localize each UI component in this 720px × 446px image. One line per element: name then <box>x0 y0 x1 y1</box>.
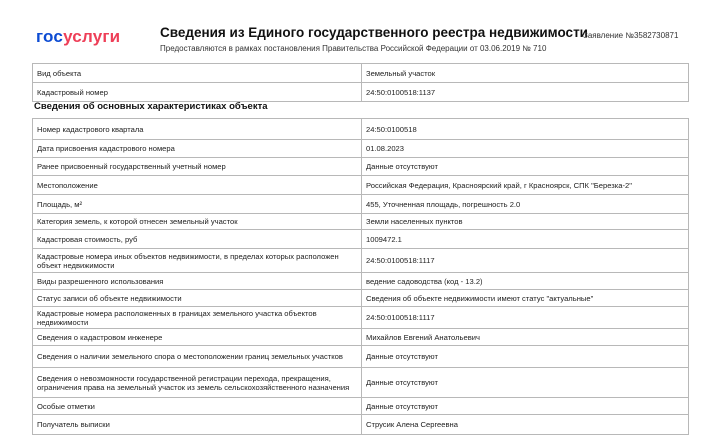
table-row <box>33 119 689 140</box>
row-label: Сведения о кадастровом инженере <box>33 329 362 346</box>
object-summary-table <box>32 63 689 102</box>
document-header <box>0 0 720 64</box>
row-label: Дата присвоения кадастрового номера <box>33 140 362 158</box>
row-value: 24:50:0100518 <box>362 119 689 140</box>
table-row <box>33 195 689 214</box>
logo-part-gos: гос <box>36 27 64 46</box>
row-label: Кадастровый номер <box>33 83 362 102</box>
gosuslugi-logo <box>36 27 120 47</box>
row-value: 455, Уточненная площадь, погрешность 2.0 <box>362 195 689 214</box>
logo-part-uslugi: услуги <box>63 27 121 46</box>
row-value: Данные отсутствуют <box>362 398 689 415</box>
table-row <box>33 64 689 83</box>
table-row <box>33 230 689 249</box>
row-value: Российская Федерация, Красноярский край, г Красноярск, СПК "Березка-2" <box>362 176 689 195</box>
row-value: Земли населенных пунктов <box>362 214 689 230</box>
table-row <box>33 307 689 329</box>
row-value: 24:50:0100518:1117 <box>362 249 689 273</box>
table-row <box>33 368 689 398</box>
row-label: Кадастровые номера иных объектов недвижимости, в пределах которых расположен объект недвижимости <box>33 249 362 273</box>
row-label: Сведения о невозможности государственной регистрации перехода, прекращения, ограничения права на земельный участок из земель сельскохозяйственного назначения <box>33 368 362 398</box>
statement-number: Заявление №3582730871 <box>583 31 679 40</box>
row-value: Струсик Алена Сергеевна <box>362 415 689 435</box>
table-row <box>33 158 689 176</box>
row-label: Кадастровые номера расположенных в границах земельного участка объектов недвижимости <box>33 307 362 329</box>
document-title: Сведения из Единого государственного реестра недвижимости <box>160 25 588 40</box>
row-value: Данные отсутствуют <box>362 368 689 398</box>
table-row <box>33 83 689 102</box>
table-row <box>33 140 689 158</box>
table-row <box>33 214 689 230</box>
row-value: Данные отсутствуют <box>362 346 689 368</box>
row-value: Михайлов Евгений Анатольевич <box>362 329 689 346</box>
document-subtitle: Предоставляются в рамках постановления Правительства Российской Федерации от 03.06.2019 № 710 <box>160 44 547 53</box>
row-value: 1009472.1 <box>362 230 689 249</box>
row-label: Категория земель, к которой отнесен земельный участок <box>33 214 362 230</box>
row-label: Ранее присвоенный государственный учетный номер <box>33 158 362 176</box>
row-label: Сведения о наличии земельного спора о местоположении границ земельных участков <box>33 346 362 368</box>
row-label: Вид объекта <box>33 64 362 83</box>
table-row <box>33 273 689 290</box>
row-value: 24:50:0100518:1137 <box>362 83 689 102</box>
row-label: Особые отметки <box>33 398 362 415</box>
row-label: Номер кадастрового квартала <box>33 119 362 140</box>
row-label: Местоположение <box>33 176 362 195</box>
table-row <box>33 329 689 346</box>
section-title: Сведения об основных характеристиках объекта <box>34 101 268 112</box>
row-label: Кадастровая стоимость, руб <box>33 230 362 249</box>
row-value: Данные отсутствуют <box>362 158 689 176</box>
row-value: 01.08.2023 <box>362 140 689 158</box>
row-label: Получатель выписки <box>33 415 362 435</box>
table-row <box>33 176 689 195</box>
characteristics-table <box>32 118 689 435</box>
row-label: Статус записи об объекте недвижимости <box>33 290 362 307</box>
table-row <box>33 398 689 415</box>
row-value: Сведения об объекте недвижимости имеют статус "актуальные" <box>362 290 689 307</box>
table-row <box>33 346 689 368</box>
table-row <box>33 290 689 307</box>
table-row <box>33 249 689 273</box>
row-label: Виды разрешенного использования <box>33 273 362 290</box>
row-value: ведение садоводства (код - 13.2) <box>362 273 689 290</box>
row-value: 24:50:0100518:1117 <box>362 307 689 329</box>
row-label: Площадь, м² <box>33 195 362 214</box>
row-value: Земельный участок <box>362 64 689 83</box>
table-row <box>33 415 689 435</box>
